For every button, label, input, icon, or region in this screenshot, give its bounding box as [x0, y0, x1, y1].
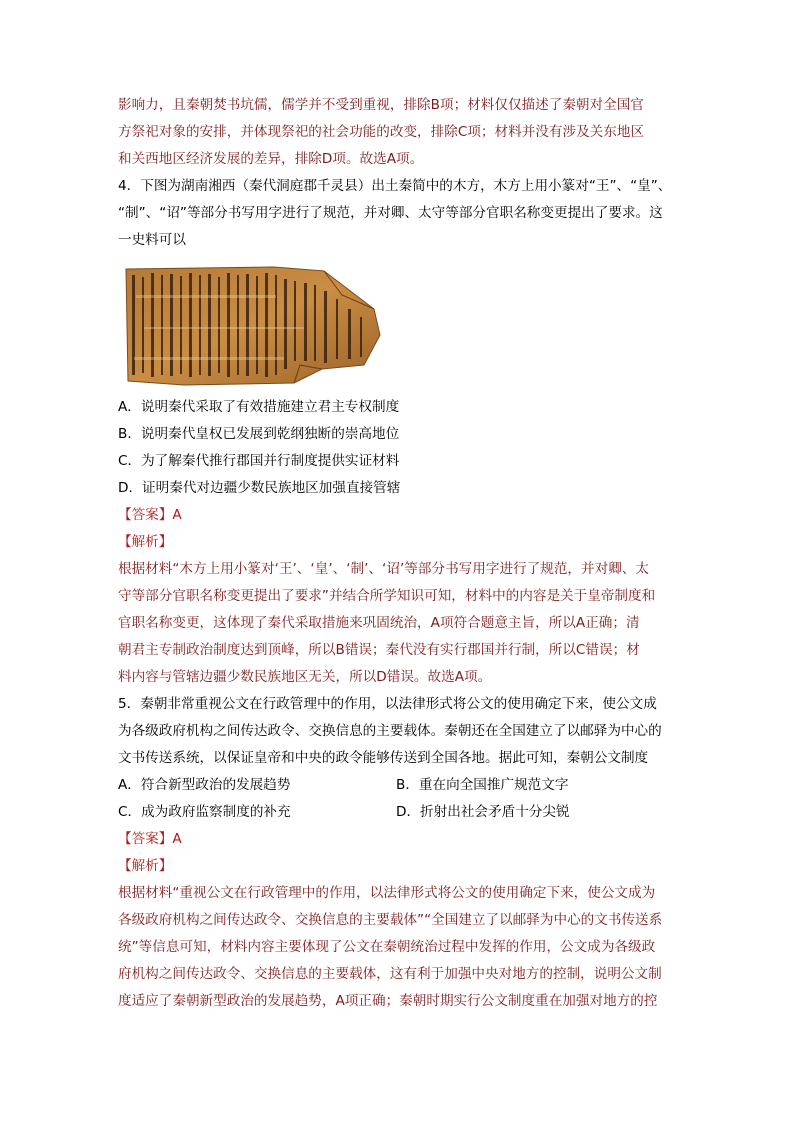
q4-analysis-line: 料内容与管辖边疆少数民族地区无关，所以D错误。故选A项。	[118, 669, 492, 685]
q4-analysis-line: 根据材料“木方上用小篆对‘王’、‘皇’、‘制’、‘诏’等部分书写用字进行了规范，并对卿、太	[118, 561, 649, 577]
prev-explanation-line: 方祭祀对象的安排，并体现祭祀的社会功能的改变，排除C项；材料并没有涉及关东地区	[118, 124, 645, 140]
q4-option-c: C．为了解秦代推行郡国并行制度提供实证材料	[118, 453, 400, 469]
q5-answer: 【答案】A	[118, 831, 182, 847]
q5-stem-line: 5．秦朝非常重视公文在行政管理中的作用，以法律形式将公文的使用确定下来，使公文成	[118, 696, 657, 712]
q4-stem-line: 一史料可以	[118, 232, 186, 248]
qin-bamboo-slip-image	[124, 265, 382, 387]
q4-analysis-line: 朝君主专制政治制度达到顶峰，所以B错误；秦代没有实行郡国并行制，所以C错误；材	[118, 642, 640, 658]
q4-stem-line: 4．下图为湖南湘西（秦代洞庭郡千灵县）出土秦简中的木方，木方上用小篆对“王”、“皇”、	[118, 178, 672, 194]
q4-analysis-line: 官职名称变更，这体现了秦代采取措施来巩固统治，A项符合题意主旨，所以A正确；清	[118, 615, 640, 631]
prev-explanation-line: 和关西地区经济发展的差异，排除D项。故选A项。	[118, 151, 424, 167]
wooden-tablet-illustration	[124, 265, 382, 387]
prev-explanation-line: 影响力，且秦朝焚书坑儒，儒学并不受到重视，排除B项；材料仅仅描述了秦朝对全国官	[118, 97, 644, 113]
q4-answer: 【答案】A	[118, 507, 182, 523]
q4-option-a: A．说明秦代采取了有效措施建立君主专权制度	[118, 399, 400, 415]
q5-analysis-line: 度适应了秦朝新型政治的发展趋势，A项正确；秦朝时期实行公文制度重在加强对地方的控	[118, 993, 658, 1009]
q4-analysis-line: 守等部分官职名称变更提出了要求”并结合所学知识可知，材料中的内容是关于皇帝制度和	[118, 588, 656, 604]
q5-stem-line: 为各级政府机构之间传达政令、交换信息的主要载体。秦朝还在全国建立了以邮驿为中心的	[118, 723, 662, 739]
q5-option-d: D．折射出社会矛盾十分尖锐	[396, 804, 570, 820]
q5-analysis-label: 【解析】	[118, 858, 173, 874]
q5-analysis-line: 根据材料“重视公文在行政管理中的作用，以法律形式将公文的使用确定下来，使公文成为	[118, 885, 656, 901]
q4-option-b: B．说明秦代皇权已发展到乾纲独断的崇高地位	[118, 426, 400, 442]
q5-analysis-line: 各级政府机构之间传达政令、交换信息的主要载体”“全国建立了以邮驿为中心的文书传送系	[118, 912, 663, 928]
q5-option-a: A．符合新型政治的发展趋势	[118, 777, 291, 793]
q5-option-c: C．成为政府监察制度的补充	[118, 804, 291, 820]
q4-option-d: D．证明秦代对边疆少数民族地区加强直接管辖	[118, 480, 401, 496]
q4-analysis-label: 【解析】	[118, 534, 173, 550]
q4-stem-line: “制”、“诏”等部分书写用字进行了规范，并对卿、太守等部分官职名称变更提出了要求。这	[118, 205, 663, 221]
q5-analysis-line: 府机构之间传达政令、交换信息的主要载体，这有利于加强中央对地方的控制，说明公文制	[118, 966, 662, 982]
q5-analysis-line: 统”等信息可知，材料内容主要体现了公文在秦朝统治过程中发挥的作用，公文成为各级政	[118, 939, 656, 955]
q5-option-b: B．重在向全国推广规范文字	[396, 777, 569, 793]
q5-stem-line: 文书传送系统，以保证皇帝和中央的政令能够传送到全国各地。据此可知，秦朝公文制度	[118, 750, 649, 766]
